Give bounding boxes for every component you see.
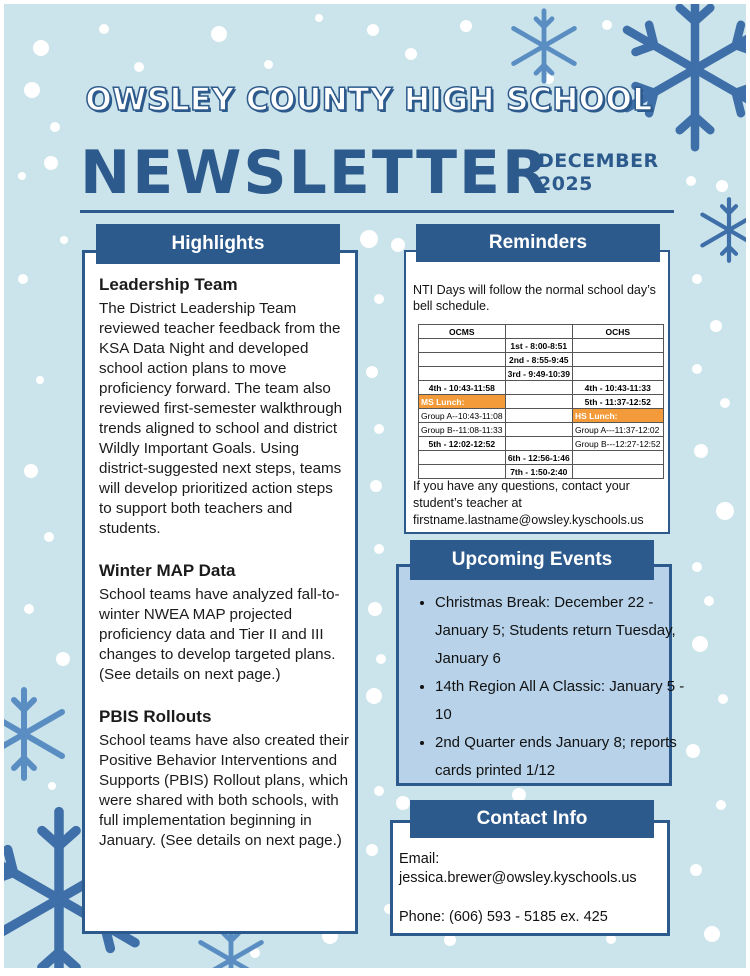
highlight-title: Winter MAP Data (99, 561, 236, 580)
schedule-cell: 6th - 12:56-1:46 (505, 451, 572, 465)
reminders-panel (404, 250, 670, 534)
highlights-panel (82, 250, 358, 934)
newsletter-title: NEWSLETTER (80, 138, 551, 208)
event-item: • 14th Region All A Classic: January 5 - 10 (435, 673, 695, 729)
reminders-heading: Reminders (416, 224, 660, 262)
contact-phone: Phone: (606) 593 - 5185 ex. 425 (399, 909, 608, 925)
schedule-cell: 5th - 12:02-12:52 (419, 437, 506, 451)
schedule-cell: 4th - 10:43-11:33 (572, 381, 663, 395)
highlight-body: School teams have analyzed fall-to-winter NWEA MAP projected proficiency data and Tier II and III changes to develop targeted plans. (See details on next page.) (99, 586, 340, 683)
highlight-section (99, 707, 349, 851)
schedule-cell: 2nd - 8:55-9:45 (505, 353, 572, 367)
highlight-section (99, 275, 349, 539)
snowflake-icon (504, 6, 584, 86)
header-divider (80, 210, 674, 213)
issue-date (538, 150, 659, 196)
ms-lunch-label: MS Lunch: (419, 395, 506, 409)
schedule-cell: Group A---11:37-12:02 (572, 423, 663, 437)
schedule-header-ochs: OCHS (572, 325, 663, 339)
highlight-section (99, 561, 349, 685)
schedule-cell: 4th - 10:43-11:58 (419, 381, 506, 395)
snowflake-icon (610, 4, 746, 154)
bell-schedule-table (418, 324, 664, 479)
highlight-title: PBIS Rollouts (99, 707, 212, 726)
events-heading: Upcoming Events (410, 540, 654, 580)
contact-email[interactable]: jessica.brewer@owsley.kyschools.us (399, 870, 637, 886)
issue-year: 2025 (538, 173, 593, 195)
schedule-cell: 1st - 8:00-8:51 (505, 339, 572, 353)
schedule-cell: Group A--10:43-11:08 (419, 409, 506, 423)
event-item: • Christmas Break: December 22 - January 5; Students return Tuesday, January 6 (435, 589, 695, 673)
schedule-cell: 5th - 11:37-12:52 (572, 395, 663, 409)
event-item: • 2nd Quarter ends January 8; reports cards printed 1/12 (435, 729, 695, 785)
snowflake-icon (694, 180, 746, 280)
schedule-cell: Group B--11:08-11:33 (419, 423, 506, 437)
contact-heading: Contact Info (410, 800, 654, 838)
events-panel (396, 564, 685, 786)
school-name: OWSLEY COUNTY HIGH SCHOOL (85, 82, 653, 118)
highlight-title: Leadership Team (99, 275, 238, 294)
hs-lunch-label: HS Lunch: (572, 409, 663, 423)
schedule-header-ocms: OCMS (419, 325, 506, 339)
reminders-intro: NTI Days will follow the normal school day’s bell schedule. (413, 283, 656, 313)
snowflake-icon (4, 684, 74, 784)
highlight-body: The District Leadership Team reviewed teacher feedback from the KSA Data Night and developed school action plans to move proficiency forward. The team also reviewed first-semester walkthrough trends aligned to school and district Wildly Important Goals. Using district-suggested next steps, teams will develop prioritized action steps to support both teachers and students. (99, 300, 343, 537)
schedule-cell: 7th - 1:50-2:40 (505, 465, 572, 479)
highlights-heading: Highlights (96, 224, 340, 264)
reminders-outro: If you have any questions, contact your student’s teacher at firstname.lastname@owsley.kyschools.us (413, 479, 644, 527)
issue-month: DECEMBER (538, 150, 659, 172)
events-list (399, 589, 695, 785)
schedule-cell: 3rd - 9:49-10:39 (505, 367, 572, 381)
highlight-body: School teams have also created their Positive Behavior Interventions and Supports (PBIS) Rollout plans, which were shared with both schools, with full implementation beginning in January. (See details on next page.) (99, 732, 349, 849)
newsletter-page (4, 4, 746, 968)
email-label: Email: (399, 851, 440, 867)
schedule-cell: Group B---12:27-12:52 (572, 437, 663, 451)
